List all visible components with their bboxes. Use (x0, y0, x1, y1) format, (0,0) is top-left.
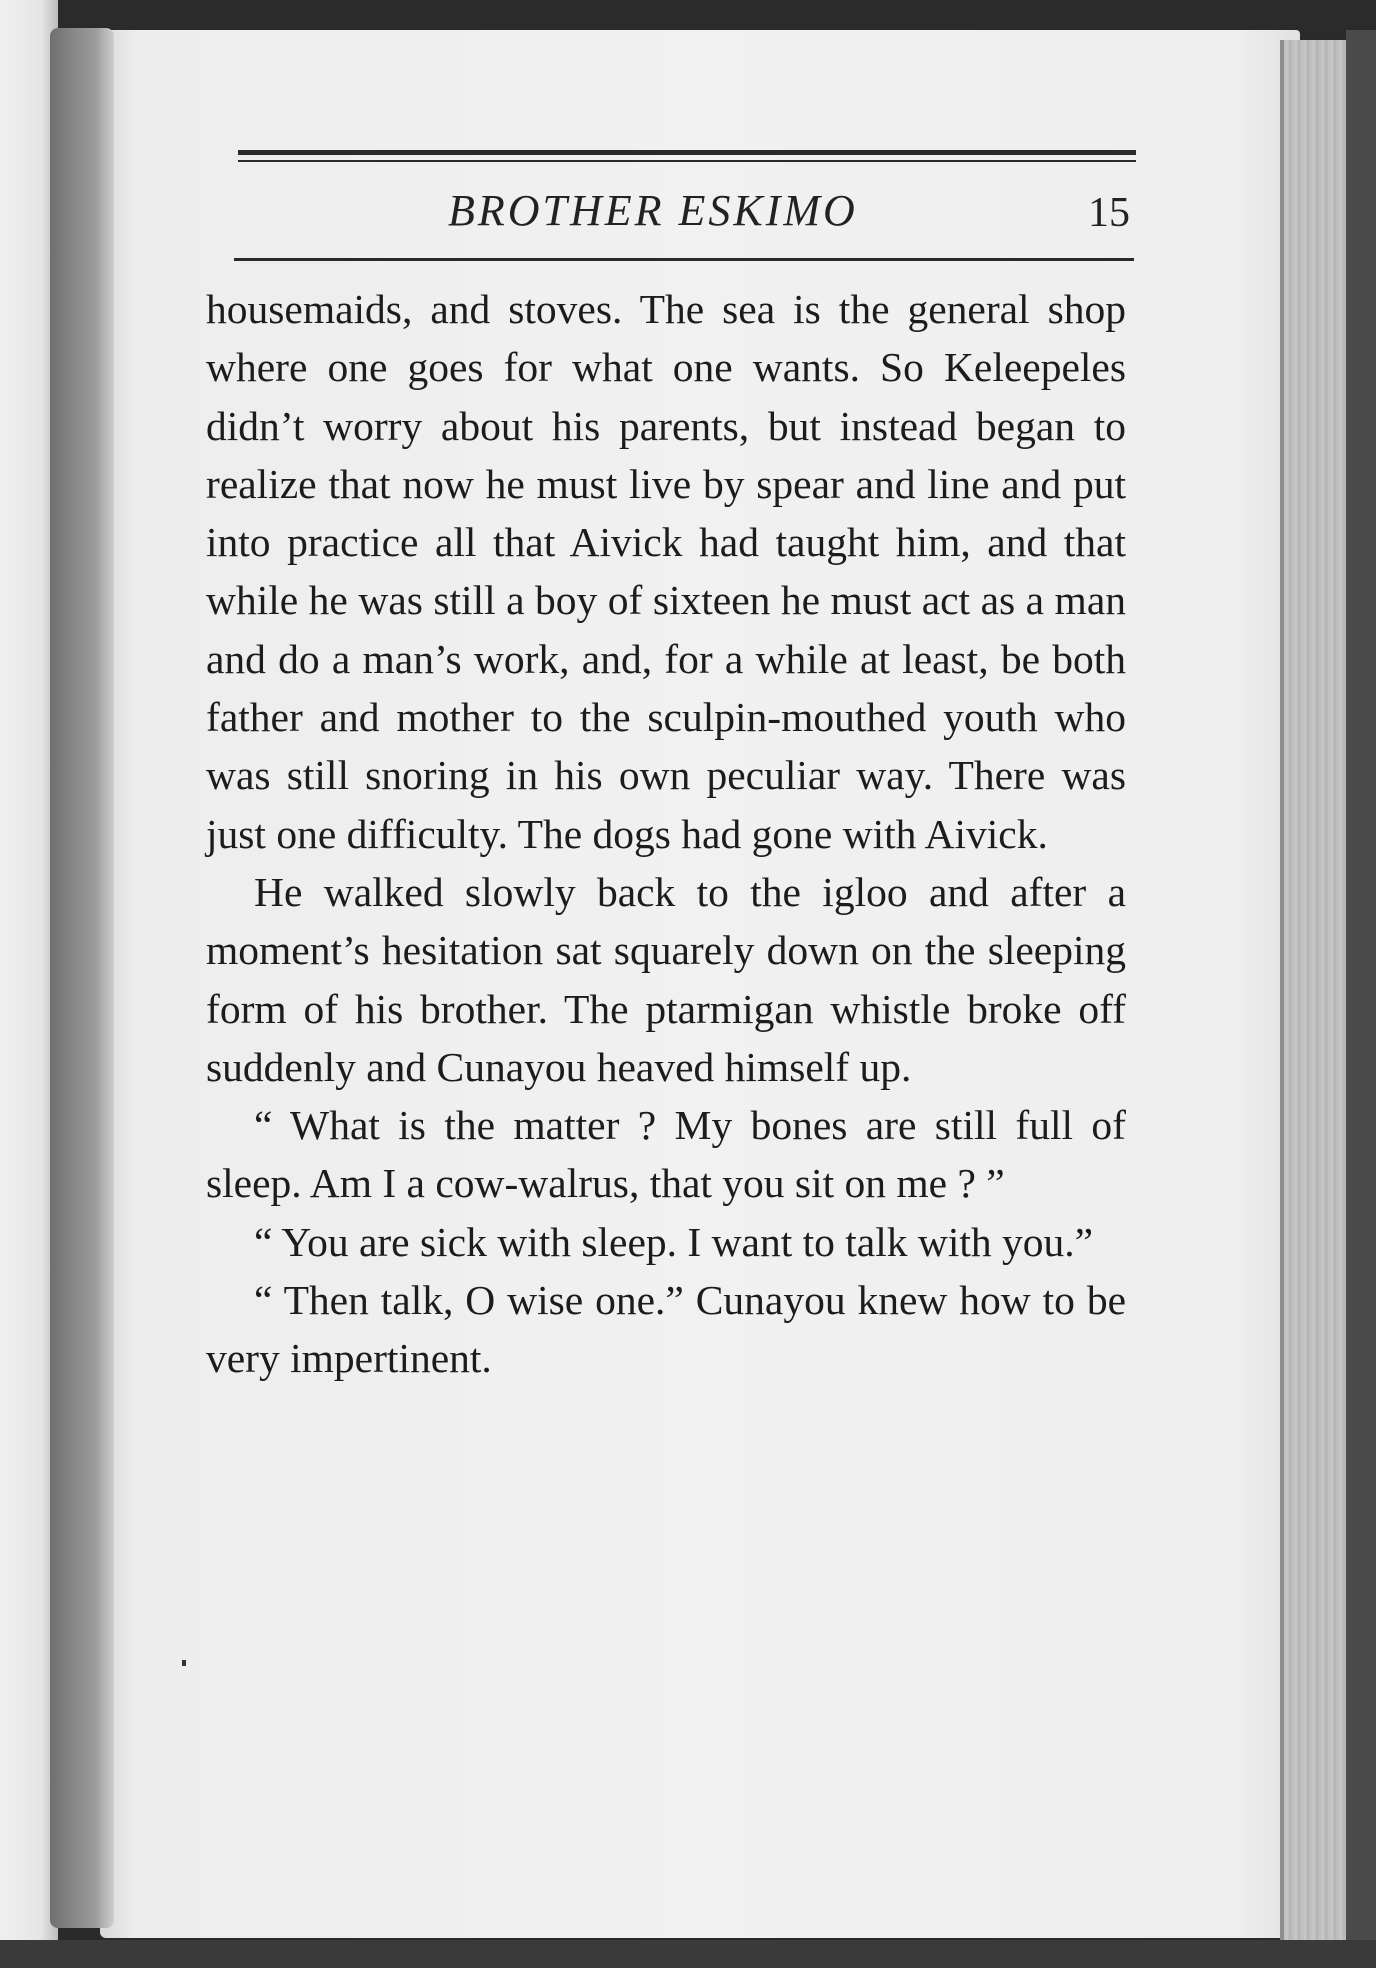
header-rule-under (234, 258, 1134, 261)
paragraph: He walked slowly back to the igloo and after a moment’s hesitation sat squarely down on the sleeping form of his brother. The ptarmigan whistle broke off suddenly and Cunayou heaved himself up. (206, 868, 1126, 1090)
scan-background-bottom (0, 1940, 1376, 1968)
running-head (238, 185, 1136, 245)
scan-background-top (0, 0, 1376, 34)
book-cover-edge (1346, 30, 1376, 1968)
paragraph: “ What is the matter ? My bones are still full of sleep. Am I a cow-walrus, that you sit on me ? ” (206, 1102, 1126, 1207)
running-head-title: BROTHER ESKIMO (448, 186, 858, 235)
header-rule-thin (238, 160, 1136, 162)
paragraph: housemaids, and stoves. The sea is the general shop where one goes for what one wants. So Keleepeles didn’t worry about his parents, but instead began to realize that now he must live by spear and line and put into practice all that Aivick had taught him, and that while he was still a boy of sixteen he must act as a man and do a man’s work, and, for a while at least, be both father and mother to the sculpin-mouthed youth who was still snoring in his own peculiar way. There was just one difficulty. The dogs had gone with Aivick. (206, 286, 1126, 857)
paragraph: “ Then talk, O wise one.” Cunayou knew how to be very impertinent. (206, 1277, 1126, 1382)
paragraph: “ You are sick with sleep. I want to talk with you.” (254, 1218, 1094, 1265)
header-rule-thick (238, 150, 1136, 155)
binding-gutter (50, 28, 114, 1928)
page-number: 15 (1088, 190, 1130, 236)
body-text (206, 280, 1126, 1388)
margin-mark (182, 1660, 186, 1666)
